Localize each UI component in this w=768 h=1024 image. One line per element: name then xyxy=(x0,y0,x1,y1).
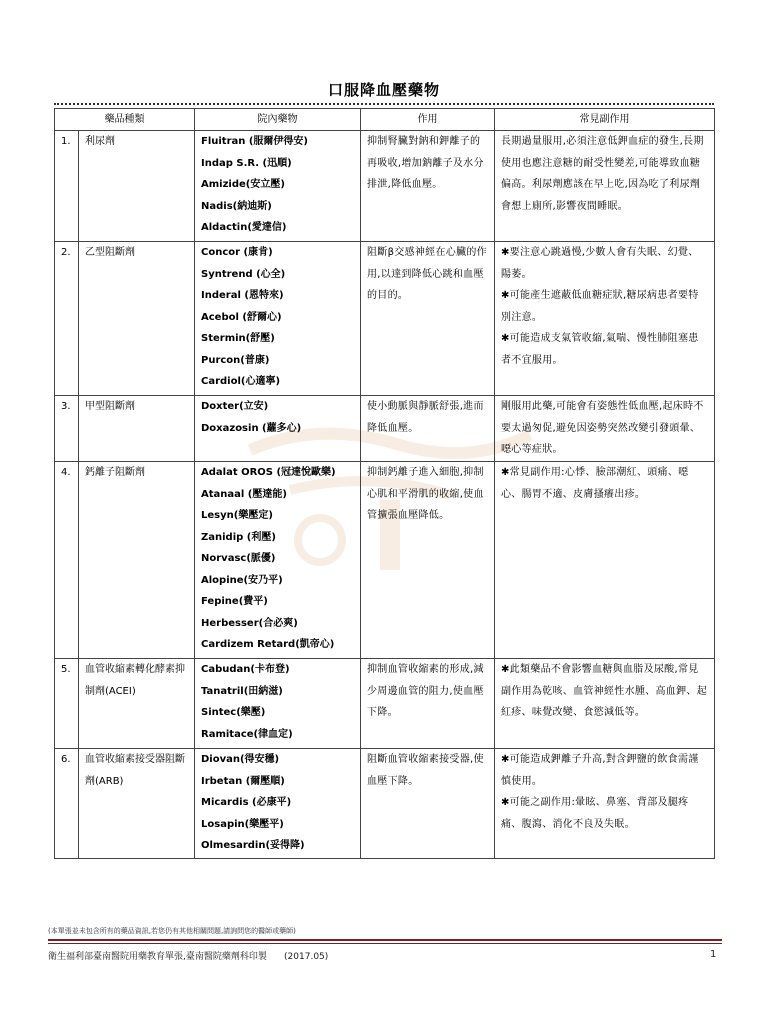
drug-name: Olmesardin(妥得降) xyxy=(201,840,305,851)
drug-name: Norvasc(脈優) xyxy=(201,553,276,564)
drug-name: Nadis(納迪斯) xyxy=(201,200,272,212)
drug-name: Inderal (恩特來) xyxy=(201,290,284,301)
table-row xyxy=(55,396,715,462)
header-drugs: 院內藥物 xyxy=(195,109,361,131)
footer-disclaimer: (本單張並未包含所有的藥品資訊,若您仍有其他相關問題,請詢問您的醫師或藥師) xyxy=(48,927,296,935)
drug-name: Doxazosin (蘿多心) xyxy=(201,422,302,434)
drug-category: 甲型阻斷劑 xyxy=(79,396,195,462)
drug-category: 血管收縮素轉化酵素抑制劑(ACEI) xyxy=(79,659,195,749)
side-effects xyxy=(495,396,715,462)
table-row xyxy=(55,749,715,859)
header-category: 藥品種類 xyxy=(55,109,195,131)
drug-name: Tanatril(田納滋) xyxy=(201,685,283,697)
drug-list xyxy=(195,749,361,859)
side-effect-item: ✱要注意心跳過慢,少數人會有失眠、幻覺、陽萎。 xyxy=(501,247,699,280)
side-effect-item: 長期過量服用,必須注意低鉀血症的發生,長期使用也應注意糖的耐受性變差,可能導致血糖偏高。利尿劑應該在早上吃,因為吃了利尿劑會想上廁所,影響夜間睡眠。 xyxy=(501,136,704,212)
row-number: 6. xyxy=(55,749,79,859)
drug-name: Micardis (必康平) xyxy=(201,797,292,808)
drug-list xyxy=(195,396,361,462)
drug-action: 使小動脈與靜脈舒張,進而降低血壓。 xyxy=(361,396,495,462)
drug-name: Indap S.R. (迅順) xyxy=(201,157,292,169)
drug-list xyxy=(195,131,361,242)
table-header-row xyxy=(55,109,715,131)
side-effect-item: ✱常見副作用:心悸、臉部潮紅、頭痛、噁心、腸胃不適、皮膚搔癢出疹。 xyxy=(501,467,689,500)
drug-list xyxy=(195,462,361,659)
page-number: 1 xyxy=(710,949,717,960)
table-row xyxy=(55,659,715,749)
side-effects xyxy=(495,242,715,396)
side-effect-item: ✱可能造成支氣管收縮,氣喘、慢性肺阻塞患者不宜服用。 xyxy=(501,333,699,366)
row-number: 1. xyxy=(55,131,79,242)
drug-name: Amizide(安立壓) xyxy=(201,179,285,190)
drug-action: 阻斷β交感神經在心臟的作用,以達到降低心跳和血壓的目的。 xyxy=(361,242,495,396)
row-number: 4. xyxy=(55,462,79,659)
drug-category: 血管收縮素接受器阻斷劑(ARB) xyxy=(79,749,195,859)
drug-action: 抑制鈣離子進入細胞,抑制心肌和平滑肌的收縮,使血管擴張血壓降低。 xyxy=(361,462,495,659)
drug-name: Irbetan (爾壓順) xyxy=(201,775,285,787)
header-action: 作用 xyxy=(361,109,495,131)
footer-date: (2017.05) xyxy=(284,952,329,962)
drug-category: 鈣離子阻斷劑 xyxy=(79,462,195,659)
drug-name: Cardiol(心適寧) xyxy=(201,376,281,387)
side-effect-item: ✱可能造成鉀離子升高,對含鉀鹽的飲食需謹慎使用。 xyxy=(501,754,699,787)
footer-source-text: 衛生福利部臺南醫院用藥教育單張,臺南醫院藥劑科印製 xyxy=(48,952,267,962)
drug-table xyxy=(54,108,715,859)
drug-name: Acebol (舒爾心) xyxy=(201,311,282,323)
drug-name: Ramitace(律血定) xyxy=(201,728,293,740)
drug-name: Aldactin(愛達信) xyxy=(201,222,287,233)
table-row xyxy=(55,242,715,396)
footer-divider xyxy=(48,939,722,941)
drug-list xyxy=(195,242,361,396)
side-effects xyxy=(495,131,715,242)
drug-name: Cabudan(卡布登) xyxy=(201,664,290,675)
side-effect-item: ✱可能之副作用:暈眩、鼻塞、背部及腿疼痛、腹瀉、消化不良及失眠。 xyxy=(501,797,689,830)
side-effects xyxy=(495,659,715,749)
row-number: 2. xyxy=(55,242,79,396)
drug-name: Lesyn(樂壓定) xyxy=(201,510,273,521)
drug-name: Sintec(樂壓) xyxy=(201,707,266,718)
drug-name: Diovan(得安穩) xyxy=(201,754,280,765)
drug-name: Losapin(樂壓平) xyxy=(201,818,284,830)
drug-name: Purcon(普康) xyxy=(201,354,270,366)
drug-name: Concor (康肯) xyxy=(201,247,273,258)
drug-name: Alopine(安乃平) xyxy=(201,574,283,586)
drug-name: Atanaal (壓達能) xyxy=(201,488,287,500)
footer-divider-thin xyxy=(48,943,722,944)
side-effect-item: ✱此類藥品不會影響血糖與血脂及尿酸,常見副作用為乾咳、血管神經性水腫、高血鉀、起紅疹、味覺改變、食慾減低等。 xyxy=(501,664,707,718)
table-row xyxy=(55,131,715,242)
drug-name: Syntrend (心全) xyxy=(201,268,286,280)
drug-name: Doxter(立安) xyxy=(201,401,269,412)
drug-name: Stermin(舒壓) xyxy=(201,333,275,344)
drug-action: 阻斷血管收縮素接受器,使血壓下降。 xyxy=(361,749,495,859)
drug-action: 抑制腎臟對鈉和鉀離子的再吸收,增加鈉離子及水分排泄,降低血壓。 xyxy=(361,131,495,242)
header-side-effects: 常見副作用 xyxy=(495,109,715,131)
side-effects xyxy=(495,462,715,659)
drug-action: 抑制血管收縮素的形成,減少周邊血管的阻力,使血壓下降。 xyxy=(361,659,495,749)
row-number: 5. xyxy=(55,659,79,749)
drug-category: 乙型阻斷劑 xyxy=(79,242,195,396)
drug-list xyxy=(195,659,361,749)
side-effects xyxy=(495,749,715,859)
drug-name: Fepine(費平) xyxy=(201,596,268,607)
title-divider xyxy=(54,103,714,105)
drug-name: Adalat OROS (冠達悅歐樂) xyxy=(201,467,336,478)
page-title: 口服降血壓藥物 xyxy=(327,81,440,99)
side-effect-item: ✱可能產生遮蔽低血糖症狀,糖尿病患者要特別注意。 xyxy=(501,290,699,323)
footer-source xyxy=(48,949,328,962)
drug-name: Herbesser(合必爽) xyxy=(201,617,298,629)
drug-name: Zanidip (利壓) xyxy=(201,531,276,543)
drug-name: Cardizem Retard(凱帝心) xyxy=(201,639,335,650)
table-row xyxy=(55,462,715,659)
drug-name: Fluitran (服爾伊得安) xyxy=(201,136,309,147)
row-number: 3. xyxy=(55,396,79,462)
drug-category: 利尿劑 xyxy=(79,131,195,242)
side-effect-item: 剛服用此藥,可能會有姿態性低血壓,起床時不要太過匆促,避免因姿勢突然改變引發頭暈、噁心等症狀。 xyxy=(501,401,704,455)
